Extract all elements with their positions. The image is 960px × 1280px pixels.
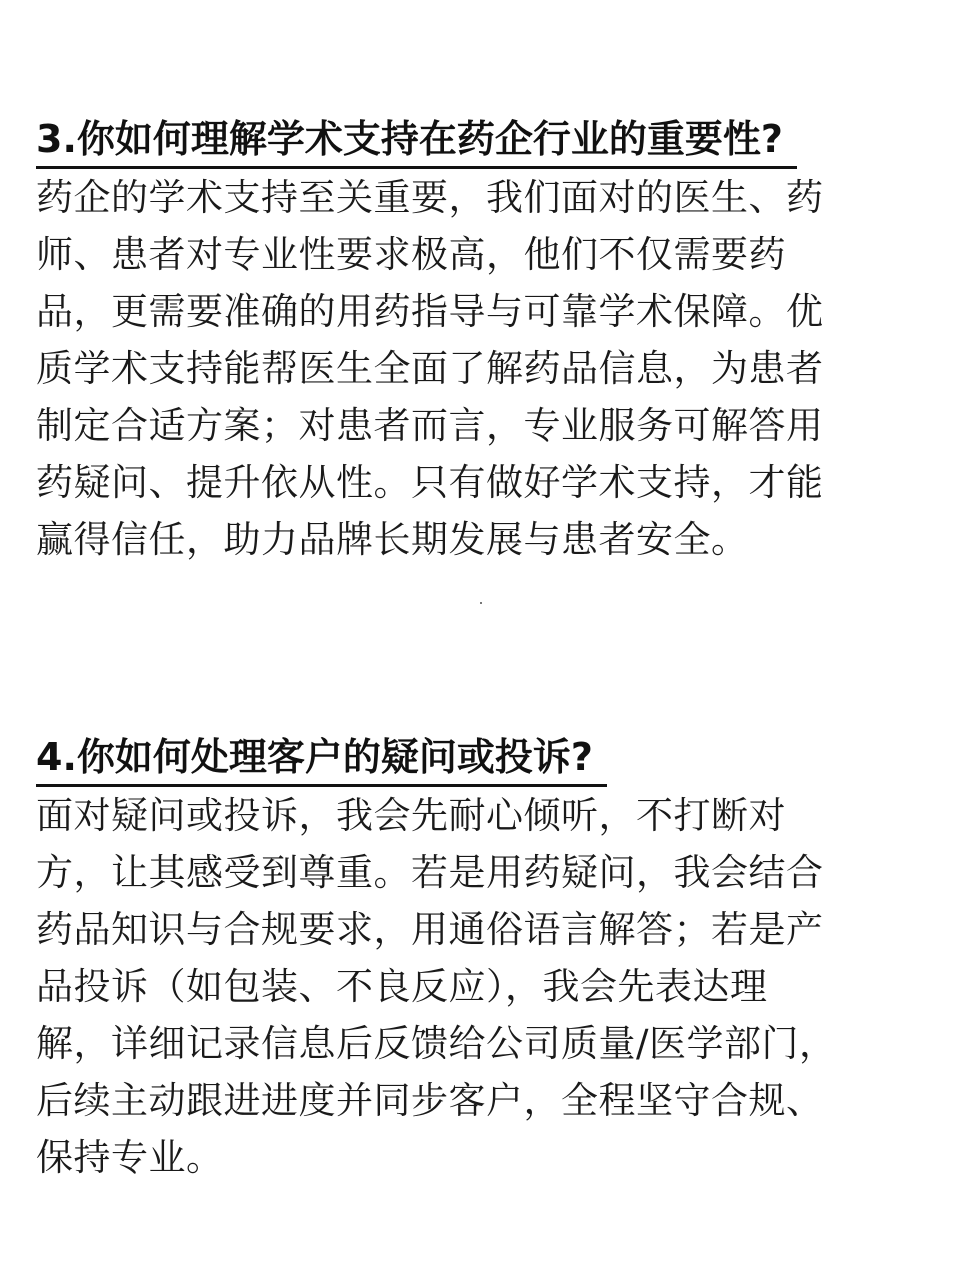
answer-line: 药疑问、提升依从性。只有做好学术支持，才能 xyxy=(36,461,824,504)
answer-paragraph xyxy=(36,787,926,1186)
answer-line: 面对疑问或投诉，我会先耐心倾听，不打断对 xyxy=(36,794,786,837)
answer-line: 后续主动跟进进度并同步客户，全程坚守合规、 xyxy=(36,1079,824,1122)
answer-line: 制定合适方案；对患者而言，专业服务可解答用 xyxy=(36,404,824,447)
stray-dot xyxy=(480,602,482,604)
question-heading: 4.你如何处理客户的疑问或投诉? xyxy=(36,730,607,787)
question-heading: 3.你如何理解学术支持在药企行业的重要性? xyxy=(36,112,797,169)
answer-paragraph xyxy=(36,169,926,568)
answer-line: 赢得信任，助力品牌长期发展与患者安全。 xyxy=(36,518,749,561)
answer-line: 师、患者对专业性要求极高，他们不仅需要药 xyxy=(36,233,786,276)
answer-line: 品投诉（如包装、不良反应），我会先表达理 xyxy=(36,965,768,1008)
answer-line: 解，详细记录信息后反馈给公司质量/医学部门， xyxy=(36,1022,837,1065)
answer-line: 保持专业。 xyxy=(36,1136,224,1179)
qa-section-4 xyxy=(36,730,926,1186)
answer-line: 药品知识与合规要求，用通俗语言解答；若是产 xyxy=(36,908,824,951)
qa-section-3 xyxy=(36,112,926,568)
answer-line: 品，更需要准确的用药指导与可靠学术保障。优 xyxy=(36,290,824,333)
answer-line: 质学术支持能帮医生全面了解药品信息，为患者 xyxy=(36,347,824,390)
answer-line: 药企的学术支持至关重要，我们面对的医生、药 xyxy=(36,176,824,219)
answer-line: 方，让其感受到尊重。若是用药疑问，我会结合 xyxy=(36,851,824,894)
